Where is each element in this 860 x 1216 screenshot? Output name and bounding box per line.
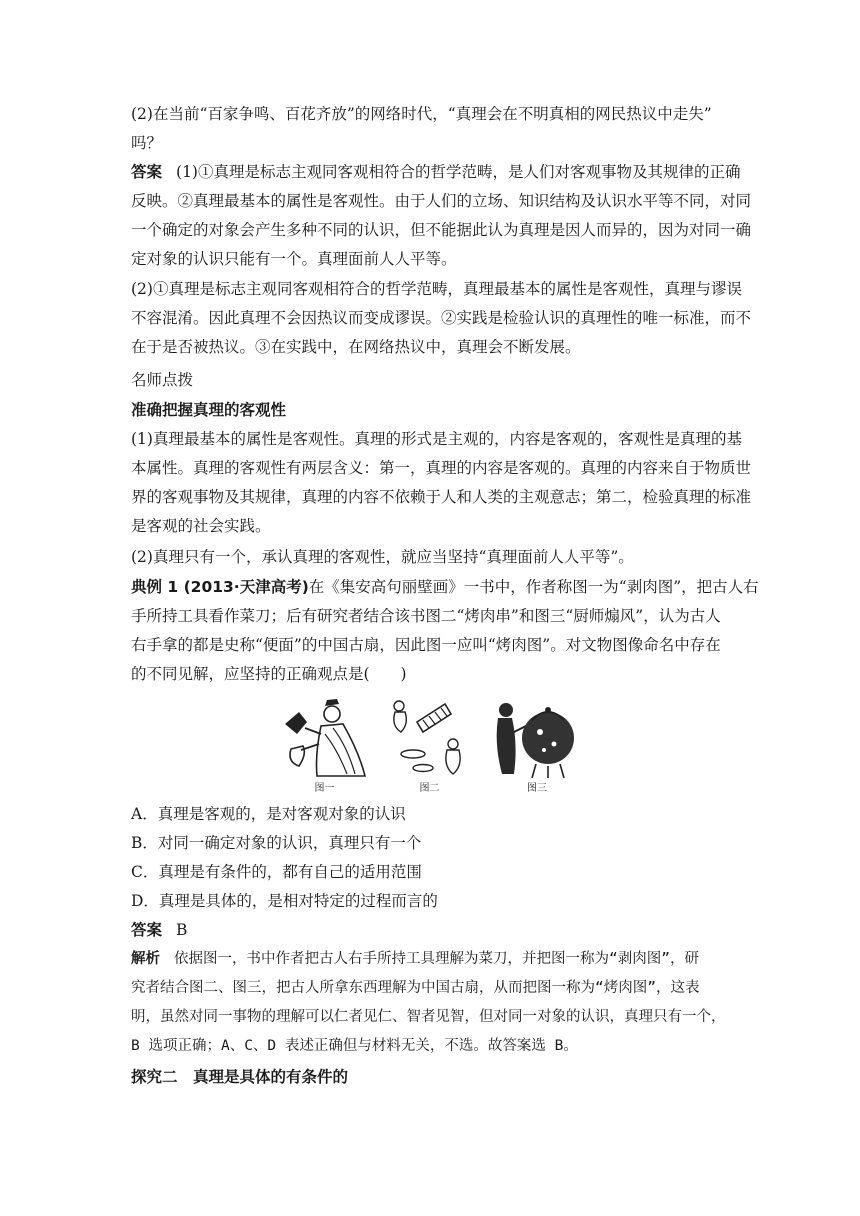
tip-point-2: (2)真理只有一个，承认真理的客观性，就应当坚持“真理面前人人平等”。	[131, 548, 634, 566]
mural-figure-1-image	[277, 694, 372, 780]
figure-1-caption: 图一	[314, 783, 335, 794]
answer-line	[131, 916, 731, 945]
option-b: B．对同一确定对象的认识，真理只有一个	[131, 834, 422, 852]
mural-figure-3-image	[492, 694, 582, 780]
figure-1	[277, 694, 372, 794]
tip-point-1: (1)真理最基本的属性是客观性。真理的形式是主观的，内容是客观的，客观性是真理的基 本属性。真理的客观性有两层含义：第一，真理的内容是客观的。真理的内容来自于物质世 界的客观事物及其规律，真理的内容不依赖于人和人类的主观意志；第二，检验真理的标准 是客观的社会实践。	[131, 430, 752, 535]
option-a: A．真理是客观的，是对客观对象的认识	[131, 805, 406, 823]
answer-part-2: (2)①真理是标志主观同客观相符合的哲学范畴，真理最基本的属性是客观性，真理与谬误 不容混淆。因此真理不会因热议而变成谬误。②实践是检验认识的真理性的唯一标准，而不 在于是否被热议。③在实践中，在网络热议中，真理会不断发展。	[131, 280, 752, 356]
figure-2	[387, 694, 472, 794]
answer-part-1: 答案 (1)①真理是标志主观同客观相符合的哲学范畴，是人们对客观事物及其规律的正确 反映。②真理最基本的属性是客观性。由于人们的立场、知识结构及认识水平等不同，对同 一个确定的对象会产生多种不同的认识，但不能据此认为真理是因人而异的，因为对同一确 定对象的认识只能有一个。真理面前人人平等。	[131, 163, 752, 268]
figure-3-caption: 图三	[527, 783, 547, 794]
section-2-heading: 探究二 真理是具体的有条件的	[131, 1068, 349, 1086]
answer-label: 答案	[131, 163, 163, 181]
tip-title: 准确把握真理的客观性	[131, 401, 287, 419]
mural-figure-2-image	[387, 694, 472, 780]
figure-3	[492, 694, 582, 794]
analysis-label: 解析	[131, 951, 160, 967]
options	[131, 800, 731, 916]
analysis: 解析 依据图一，书中作者把古人右手所持工具理解为菜刀，并把图一称为“剥肉图”，研 究者结合图二、图三，把古人所拿东西理解为中国古扇，从而把图一称为“烤肉图”，这表 明，虽然对同一事物的理解可以仁者见仁、智者见智，但对同一对象的认识，真理只有一个， B 选项正确；A、C、D 表述正确但与材料无关，不选。故答案选 B。	[131, 951, 726, 1054]
option-d: D．真理是具体的，是相对特定的过程而言的	[131, 892, 438, 910]
question-2: (2)在当前“百家争鸣、百花齐放”的网络时代，“真理会在不明真相的网民热议中走失” 吗？	[131, 105, 712, 152]
answer-value: B	[176, 921, 188, 939]
example-label: 典例 1 (2013·天津高考)	[131, 578, 309, 596]
example-question: 典例 1 (2013·天津高考)在《集安高句丽壁画》一书中，作者称图一为“剥肉图”，把古人右 手所持工具看作菜刀；后有研究者结合该书图二“烤肉串”和图三“厨师煽风”，认为古人 右手拿的都是史称“便面”的中国古扇，因此图一应叫“烤肉图”。对文物图像命名中存在 的不同见解，应坚持的正确观点是( )	[131, 578, 759, 683]
figure-2-caption: 图二	[419, 783, 440, 794]
option-c: C．真理是有条件的，都有自己的适用范围	[131, 863, 422, 881]
mural-figures	[277, 694, 582, 794]
tip-label: 名师点拨	[131, 371, 194, 389]
answer-label-2: 答案	[131, 921, 163, 939]
